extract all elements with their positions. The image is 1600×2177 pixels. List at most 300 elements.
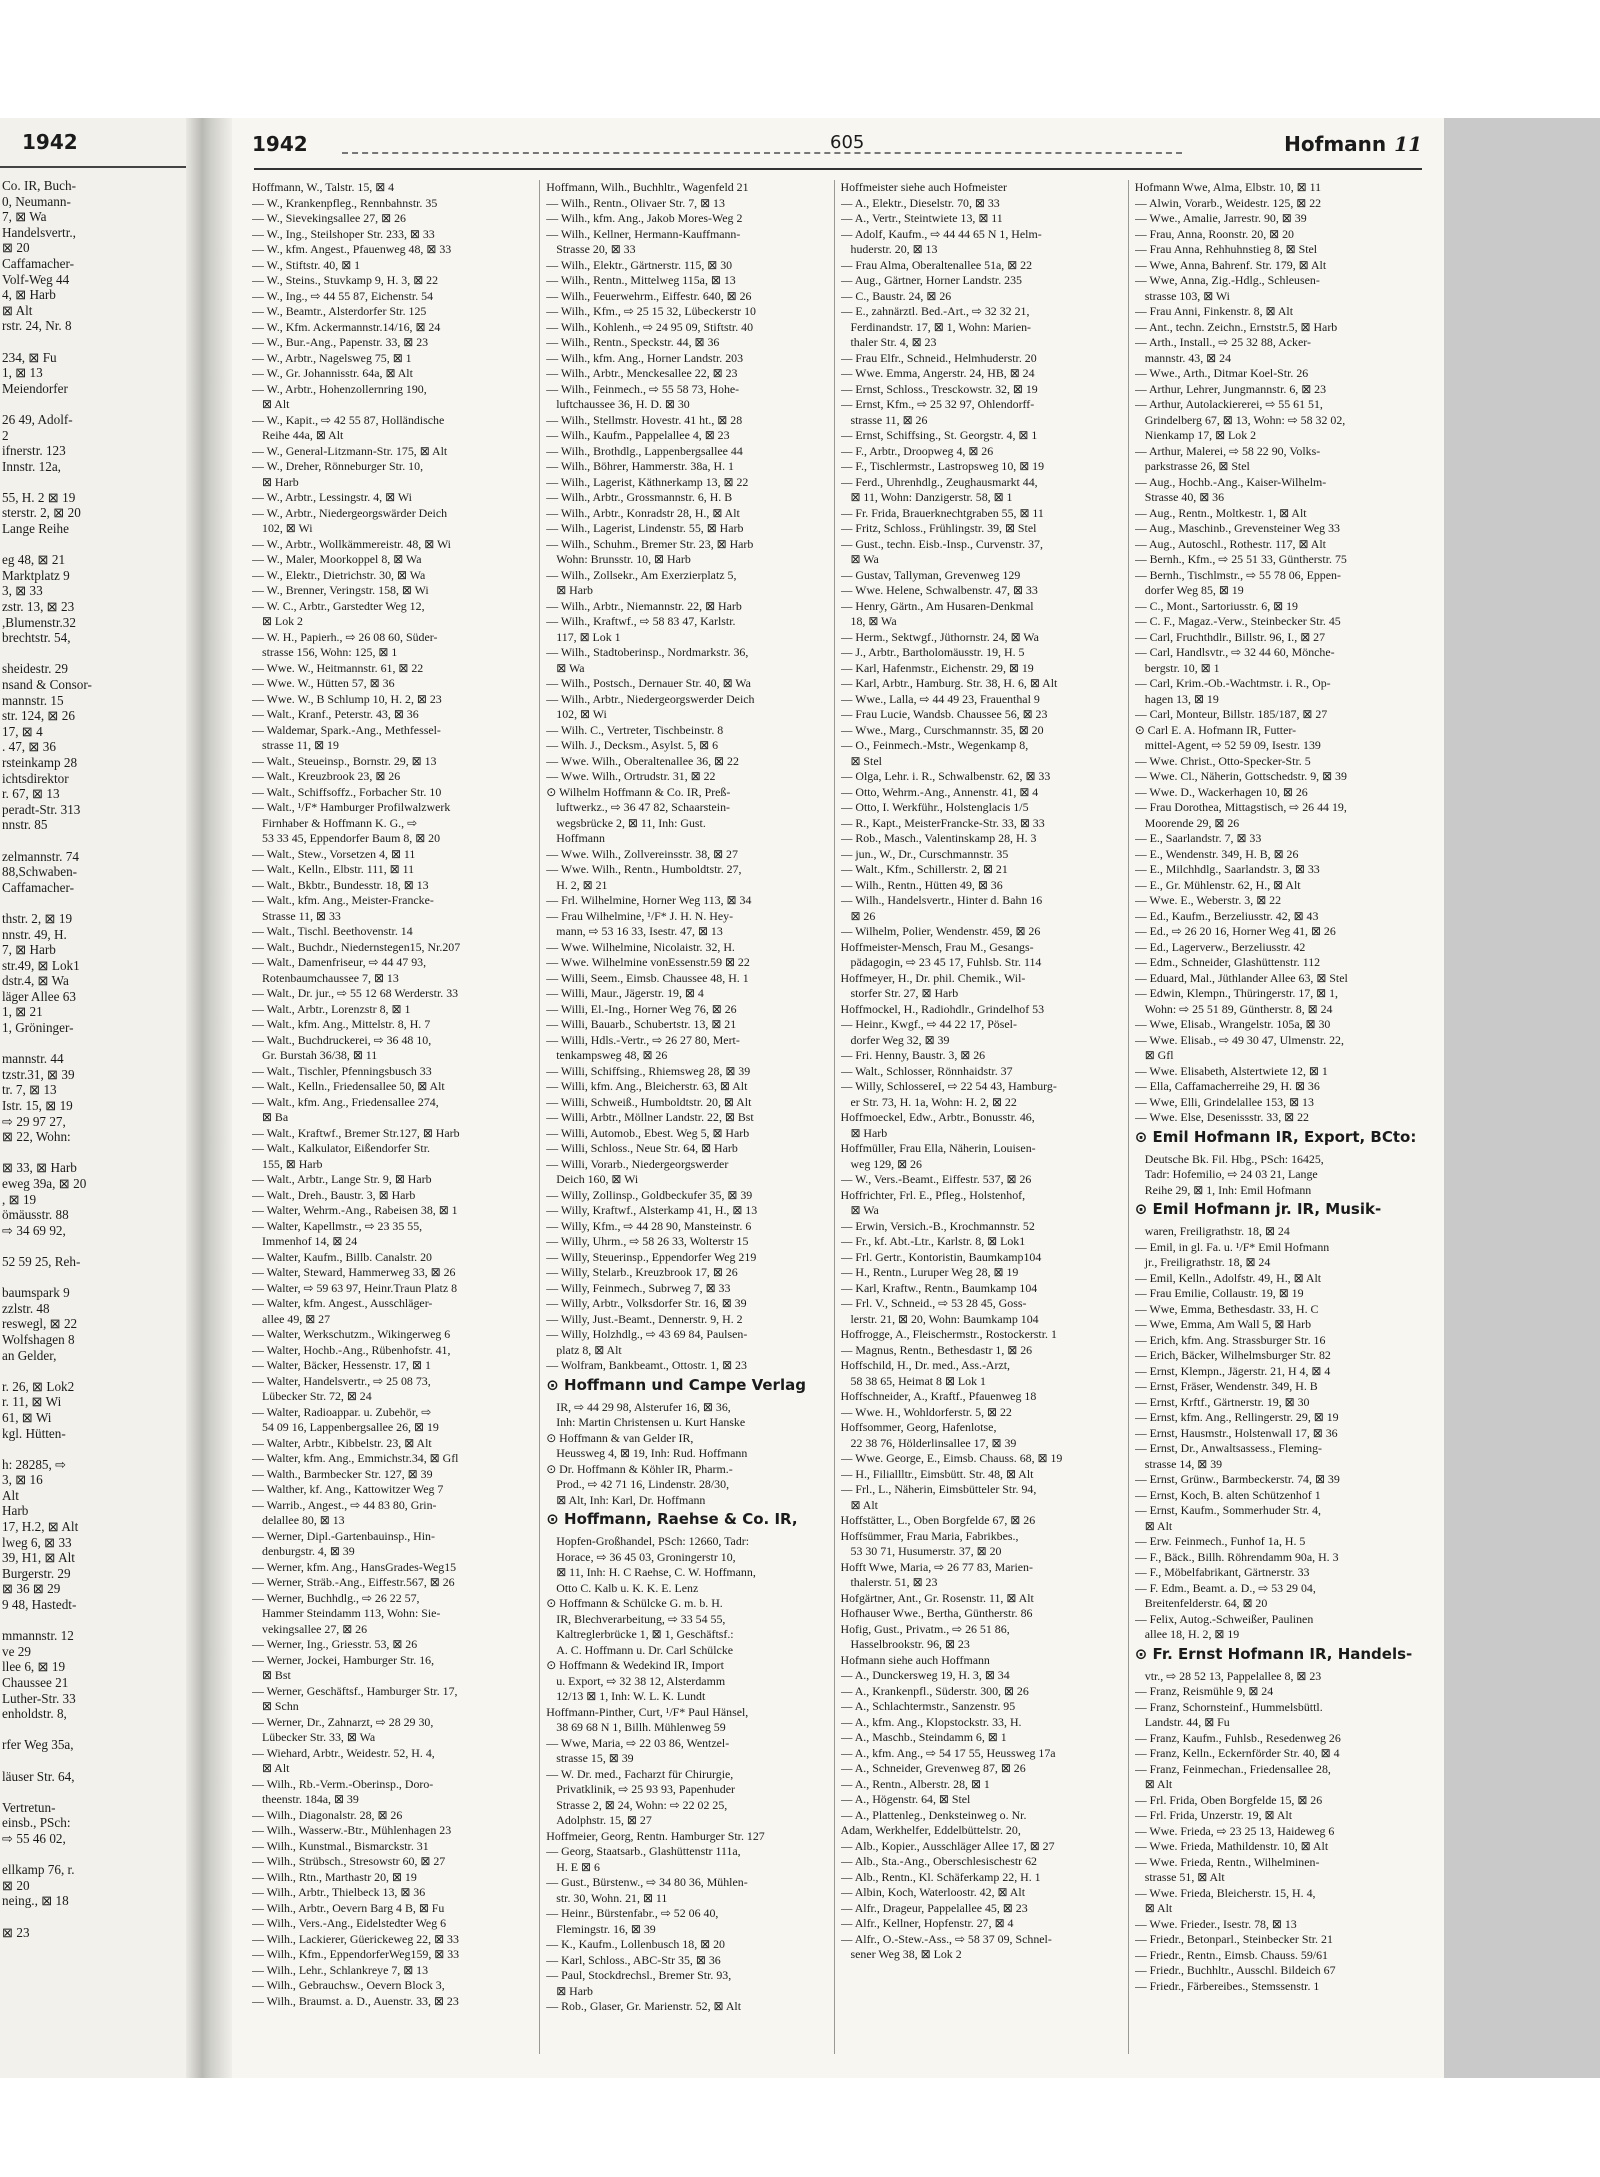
directory-entry: — Wwe. Helene, Schwalbenstr. 47, ⊠ 33 — [840, 583, 1038, 597]
directory-entry: — Wilh., Brothdlg., Lappenbergsallee 44 — [546, 443, 743, 458]
directory-entry: — Ernst, Dr., Anwaltsassess., Fleming- — [1134, 1441, 1323, 1455]
left-page-line: ⊠ 20 — [2, 1877, 30, 1893]
directory-entry: — Fr. Frida, Brauerknechtgraben 55, ⊠ 11 — [840, 505, 1044, 520]
directory-entry: — Willi, Schiffsing., Rhiemsweg 28, ⊠ 39 — [546, 1063, 751, 1078]
directory-entry: — Walt., Schiffsoffz., Forbacher Str. 10 — [252, 784, 442, 799]
directory-entry: ⊠ Gfl — [1144, 1048, 1174, 1062]
directory-entry: thalerstr. 51, ⊠ 23 — [850, 1575, 938, 1589]
left-page-line: 26 49, Adolf- — [2, 411, 73, 427]
directory-entry: mann, ⇨ 53 16 33, Isestr. 47, ⊠ 13 — [556, 924, 723, 938]
directory-entry: ⊠ Alt — [1144, 1777, 1173, 1791]
directory-entry: — Wwe. Elisab., ⇨ 49 30 47, Ulmenstr. 22, — [1134, 1032, 1344, 1047]
directory-entry: — Willy, Zollinsp., Goldbeckufer 35, ⊠ 39 — [546, 1187, 753, 1202]
left-page-line — [2, 895, 184, 911]
directory-entry: ⊠ Alt — [262, 397, 290, 411]
directory-entry: — Wwe. George, E., Eimsb. Chauss. 68, ⊠ 19 — [840, 1451, 1063, 1465]
left-page-line: 7, ⊠ Harb — [2, 942, 56, 958]
directory-entry: — Wilhelm, Polier, Wendenstr. 459, ⊠ 26 — [840, 924, 1041, 938]
directory-entry: — Wilh., Kraftwf., ⇨ 58 83 47, Karlstr. — [546, 614, 736, 628]
left-page-line: ⊠ 20 — [2, 240, 30, 256]
left-page-line: zelmannstr. 74 — [2, 848, 79, 864]
directory-entry: Hoffmann, Wilh., Buchhltr., Wagenfeld 21 — [546, 180, 749, 194]
directory-entry: ⊠ 26 — [850, 908, 876, 923]
directory-entry: vekingsallee 27, ⊠ 26 — [262, 1621, 368, 1636]
directory-entry: — Werner, Dipl.-Gartenbauinsp., Hin- — [252, 1528, 435, 1543]
directory-entry: — Wilh., Feinmech., ⇨ 55 58 73, Hohe- — [546, 381, 740, 396]
directory-entry: — Wilh., Vers.-Ang., Eidelstedter Weg 6 — [252, 1916, 447, 1930]
header-rule — [254, 168, 1422, 170]
directory-entry: ⊠ Wa — [850, 1203, 879, 1217]
bottom-margin — [0, 2078, 1600, 2177]
directory-entry: theenstr. 184a, ⊠ 39 — [262, 1792, 359, 1806]
directory-entry: Hoffmüller, Frau Ella, Näherin, Louisen- — [840, 1141, 1036, 1155]
directory-entry: — Fritz, Schloss., Frühlingstr. 39, ⊠ Stel — [840, 521, 1037, 535]
directory-entry: ⊠ Wa — [850, 552, 879, 566]
directory-entry: — Ed., ⇨ 26 20 16, Horner Weg 41, ⊠ 26 — [1134, 924, 1336, 938]
directory-entry: ⊙ Hoffmann & Schülcke G. m. b. H. — [546, 1596, 723, 1610]
left-page-line: 55, H. 2 ⊠ 19 — [2, 489, 76, 505]
left-page-line: baumspark 9 — [2, 1285, 70, 1301]
directory-entry: — Karl, Hafenmstr., Eichenstr. 29, ⊠ 19 — [840, 660, 1034, 675]
left-page-line: ellkamp 76, r. — [2, 1862, 75, 1878]
directory-entry: — Ernst, Schloss., Tresckowstr. 32, ⊠ 19 — [840, 381, 1038, 396]
directory-entry: — Willy, SchlossereI, ⇨ 22 54 43, Hamburg- — [840, 1079, 1057, 1093]
directory-entry: — Willy, Steuerinsp., Eppendorfer Weg 219 — [546, 1249, 757, 1264]
directory-entry: ⊠ Bst — [262, 1668, 291, 1682]
directory-entry: ⊙ Carl E. A. Hofmann IR, Futter- — [1134, 722, 1297, 737]
directory-entry: 155, ⊠ Harb — [262, 1156, 323, 1171]
directory-entry: tenkampsweg 48, ⊠ 26 — [556, 1048, 668, 1062]
left-page-line: 9 48, Hastedt- — [2, 1597, 77, 1613]
directory-entry: ⊠ 11, Inh: H. C Raehse, C. W. Hoffmann, — [556, 1565, 756, 1579]
left-page-line: einsb., PSch: — [2, 1815, 71, 1831]
left-page-line: reswegl, ⊠ 22 — [2, 1316, 78, 1332]
directory-entry: — Walt., Dreh., Baustr. 3, ⊠ Harb — [252, 1187, 416, 1202]
directory-entry: — Wilh., Stellmstr. Hovestr. 41 ht., ⊠ 28 — [546, 412, 743, 427]
directory-entry: 53 30 71, Husumerstr. 37, ⊠ 20 — [850, 1544, 1002, 1558]
directory-entry: IR, ⇨ 44 29 98, Alsterufer 16, ⊠ 36, — [556, 1399, 731, 1414]
left-page-line: dstr.4, ⊠ Wa — [2, 973, 69, 989]
directory-entry: — Frau Wilhelmine, ¹/F* J. H. N. Hey- — [546, 908, 734, 923]
directory-entry: ⊠ Harb — [556, 583, 593, 597]
directory-entry: — Gust., Bürstenw., ⇨ 34 80 36, Mühlen- — [546, 1875, 748, 1889]
left-page-line: 3, ⊠ 16 — [2, 1472, 43, 1488]
left-page-line: 2 — [2, 427, 9, 443]
directory-entry: — Frl. Frida, Oben Borgfelde 15, ⊠ 26 — [1134, 1792, 1323, 1807]
directory-entry: — W., Arbtr., Nagelsweg 75, ⊠ 1 — [252, 350, 412, 365]
directory-entry: — Wwe. W., Hütten 57, ⊠ 36 — [252, 676, 395, 690]
left-page-line: ⊠ Alt — [2, 302, 33, 318]
directory-entry: — Walter, Hochb.-Ang., Rübenhofstr. 41, — [252, 1342, 451, 1357]
directory-entry: Strasse 2, ⊠ 24, Wohn: ⇨ 22 02 25, — [556, 1797, 728, 1812]
left-page-line: eweg 39a, ⊠ 20 — [2, 1176, 87, 1191]
directory-entry: — Carl, Fruchthdlr., Billstr. 96, I., ⊠ 27 — [1134, 629, 1326, 644]
directory-entry: — Wwe. Wilh., Rentn., Humboldtstr. 27, — [546, 862, 742, 876]
left-page-line: mannstr. 44 — [2, 1051, 64, 1067]
directory-entry: parkstrasse 26, ⊠ Stel — [1144, 459, 1250, 473]
directory-entry: u. Export, ⇨ 32 38 12, Alsterdamm — [556, 1673, 726, 1688]
directory-page — [232, 118, 1444, 2078]
directory-entry: — O., Feinmech.-Mstr., Wegenkamp 8, — [840, 738, 1029, 752]
directory-entry: — K., Kaufm., Lollenbusch 18, ⊠ 20 — [546, 1937, 725, 1951]
directory-entry: — Wwe., Marg., Curschmannstr. 35, ⊠ 20 — [840, 722, 1044, 737]
directory-entry: — Frau Lucie, Wandsb. Chaussee 56, ⊠ 23 — [840, 707, 1048, 721]
directory-entry: — Felix, Autog.-Schweißer, Paulinen — [1134, 1611, 1314, 1626]
left-page-line: rstr. 24, Nr. 8 — [2, 318, 72, 334]
directory-entry: — A., Krankenpfl., Süderstr. 300, ⊠ 26 — [840, 1683, 1029, 1698]
directory-entry: — W., Stiftstr. 40, ⊠ 1 — [252, 257, 361, 272]
directory-entry: — Wwe. Frieda, Bleicherstr. 15, H. 4, — [1134, 1885, 1316, 1900]
directory-entry: — E., Gr. Mühlenstr. 62, H., ⊠ Alt — [1134, 877, 1301, 892]
directory-entry: pädagogin, ⇨ 23 45 17, Fuhlsb. Str. 114 — [850, 955, 1042, 969]
left-page-line: ⊠ 33, ⊠ Harb — [2, 1160, 77, 1176]
left-page-line: kgl. Hütten- — [2, 1425, 66, 1441]
header-section: 11 — [1394, 132, 1422, 156]
directory-entry: — Wilh., Lehr., Schlankreye 7, ⊠ 13 — [252, 1962, 429, 1977]
column-1 — [252, 180, 540, 2054]
directory-entry: Reihe 44a, ⊠ Alt — [262, 428, 344, 442]
directory-entry: — Wilh., Arbtr., Thielbeck 13, ⊠ 36 — [252, 1885, 426, 1899]
directory-entry: — Ernst, Krftf., Gärtnerstr. 19, ⊠ 30 — [1134, 1394, 1310, 1409]
left-page-line: str. 124, ⊠ 26 — [2, 708, 75, 724]
directory-entry: — Walter, ⇨ 59 63 97, Heinr.Traun Platz 8 — [252, 1280, 458, 1295]
directory-entry: Hofft Wwe, Maria, ⇨ 26 77 83, Marien- — [840, 1559, 1033, 1574]
directory-entry: — Friedr., Färbereibes., Stemssenstr. 1 — [1134, 1978, 1320, 1993]
directory-entry: — Wwe. D., Wackerhagen 10, ⊠ 26 — [1134, 784, 1308, 799]
directory-entry: — Wwe. Frieda, Mathildenstr. 10, ⊠ Alt — [1134, 1839, 1329, 1853]
directory-entry: — Karl, Schloss., ABC-Str 35, ⊠ 36 — [546, 1952, 721, 1967]
directory-entry: — Wilh., Stadtoberinsp., Nordmarkstr. 36, — [546, 645, 749, 659]
directory-entry: — Willi, Maur., Jägerstr. 19, ⊠ 4 — [546, 986, 704, 1000]
directory-entry: Hofig, Gust., Privatm., ⇨ 26 51 86, — [840, 1621, 1010, 1636]
directory-entry: — Wilh., Rentn., Hütten 49, ⊠ 36 — [840, 877, 1003, 892]
directory-entry: — W., Steins., Stuvkamp 9, H. 3, ⊠ 22 — [252, 273, 439, 287]
directory-entry: — Werner, Buchhdlg., ⇨ 26 22 57, — [252, 1590, 420, 1605]
directory-entry: — Wilh., Gebrauchsw., Oevern Block 3, — [252, 1978, 445, 1992]
directory-entry: — Ernst, Schiffsing., St. Georgstr. 4, ⊠ 1 — [840, 428, 1038, 442]
directory-entry: — Walt., Tischl. Beethovenstr. 14 — [252, 924, 413, 938]
directory-entry: — E., Wendenstr. 349, H. B, ⊠ 26 — [1134, 846, 1299, 861]
directory-entry: vtr., ⇨ 28 52 13, Pappelallee 8, ⊠ 23 — [1144, 1668, 1322, 1683]
directory-entry: Hopfen-Großhandel, PSch: 12660, Tadr: — [556, 1534, 750, 1548]
directory-entry: — W. H., Papierh., ⇨ 26 08 60, Süder- — [252, 629, 438, 644]
directory-entry: hagen 13, ⊠ 19 — [1144, 691, 1219, 706]
directory-entry: — Adolf, Kaufm., ⇨ 44 44 65 N 1, Helm- — [840, 226, 1042, 241]
directory-entry: allee 49, ⊠ 27 — [262, 1311, 331, 1326]
left-page-line: nsand & Consor- — [2, 677, 92, 692]
directory-entry: — W., Elektr., Dietrichstr. 30, ⊠ Wa — [252, 567, 426, 582]
directory-entry: — Erich, kfm. Ang. Strassburger Str. 16 — [1134, 1332, 1326, 1347]
directory-entry: — Wilh., kfm. Ang., Jakob Mores-Weg 2 — [546, 211, 743, 225]
directory-entry: — Wwe. Cl., Näherin, Gottschedstr. 9, ⊠ 39 — [1134, 769, 1347, 783]
left-page-line: ⇨ 34 69 92, — [2, 1222, 66, 1238]
directory-entry: Hoffsommer, Georg, Hafenlotse, — [840, 1420, 997, 1434]
directory-entry: — Walt., Arbtr., Lange Str. 9, ⊠ Harb — [252, 1172, 432, 1186]
directory-entry: ⊠ Schn — [262, 1699, 299, 1713]
directory-entry: — Wwe. Wilhelmine vonEssenstr.59 ⊠ 22 — [546, 955, 750, 969]
directory-entry: — Aug., Rentn., Moltkestr. 1, ⊠ Alt — [1134, 505, 1307, 520]
directory-entry: — Walter, Arbtr., Kibbelstr. 23, ⊠ Alt — [252, 1435, 432, 1450]
directory-entry: 102, ⊠ Wi — [556, 707, 607, 721]
directory-entry: — Walt., Schlosser, Rönnhaidstr. 37 — [840, 1063, 1013, 1078]
directory-entry: — Edm., Schneider, Glashüttenstr. 112 — [1134, 955, 1321, 969]
directory-entry: — Wwe., Lalla, ⇨ 44 49 23, Frauenthal 9 — [840, 691, 1040, 706]
directory-columns — [252, 180, 1422, 2054]
directory-entry: — Walt., Kelln., Elbstr. 111, ⊠ 11 — [252, 862, 415, 876]
directory-entry: — Wwe. Frieda, ⇨ 23 25 13, Haideweg 6 — [1134, 1823, 1335, 1838]
directory-entry: — Emil, in gl. Fa. u. ¹/F* Emil Hofmann — [1134, 1239, 1330, 1254]
directory-entry: — Wwe. Elisabeth, Alstertwiete 12, ⊠ 1 — [1134, 1063, 1328, 1078]
directory-entry: — Aug., Hochb.-Ang., Kaiser-Wilhelm- — [1134, 474, 1327, 489]
directory-entry: — Albin, Koch, Waterloostr. 42, ⊠ Alt — [840, 1885, 1025, 1899]
left-page-line: 4, ⊠ Harb — [2, 287, 56, 303]
directory-entry: — Frl. Frida, Unzerstr. 19, ⊠ Alt — [1134, 1808, 1293, 1822]
directory-entry: — J., Arbtr., Bartholomäusstr. 19, H. 5 — [840, 645, 1025, 659]
left-page-line: sterstr. 2, ⊠ 20 — [2, 505, 81, 521]
directory-entry: lerstr. 21, ⊠ 20, Wohn: Baumkamp 104 — [850, 1311, 1039, 1326]
directory-entry: Tadr: Hofemilio, ⇨ 24 03 21, Lange — [1144, 1167, 1318, 1181]
left-page-line: ichtsdirektor — [2, 770, 69, 786]
directory-entry: Hoffmann-Pinther, Curt, ¹/F* Paul Hänsel, — [546, 1704, 749, 1719]
directory-entry: — A., Rentn., Alberstr. 28, ⊠ 1 — [840, 1776, 990, 1791]
directory-entry: — A., Schneider, Grevenweg 87, ⊠ 26 — [840, 1761, 1026, 1775]
directory-entry: 54 09 16, Lappenbergsallee 26, ⊠ 19 — [262, 1420, 439, 1434]
left-page-line — [2, 1784, 184, 1800]
directory-entry: — Ant., techn. Zeichn., Ernststr.5, ⊠ Harb — [1134, 319, 1338, 334]
left-page-line: ,Blumenstr.32 — [2, 614, 76, 630]
directory-entry: — C. F., Magaz.-Verw., Steinbecker Str. 45 — [1134, 614, 1341, 628]
directory-entry: sener Weg 38, ⊠ Lok 2 — [850, 1947, 962, 1961]
directory-entry: ⊠ Harb — [262, 474, 299, 489]
directory-entry: — Wwe., Arth., Ditmar Koel-Str. 26 — [1134, 366, 1309, 380]
directory-entry: — W., Sievekingsallee 27, ⊠ 26 — [252, 211, 406, 225]
company-listing-heading: ⊙ Emil Hofmann jr. IR, Musik- — [1134, 1200, 1382, 1218]
directory-entry: — F., Möbelfabrikant, Gärtnerstr. 33 — [1134, 1565, 1310, 1579]
left-page-line — [2, 1363, 184, 1379]
left-page-line: läger Allee 63 — [2, 988, 76, 1004]
directory-entry: — Ernst, Kfm., ⇨ 25 32 97, Ohlendorff- — [840, 397, 1035, 411]
left-page-line: 1, ⊠ 13 — [2, 365, 43, 381]
left-page-line: Caffamacher- — [2, 879, 74, 895]
directory-entry: — Waldemar, Spark.-Ang., Methfessel- — [252, 722, 441, 737]
directory-entry: — W. Dr. med., Facharzt für Chirurgie, — [546, 1766, 734, 1781]
directory-entry: ⊠ Wa — [556, 660, 585, 675]
directory-entry: — Friedr., Rentn., Eimsb. Chauss. 59/61 — [1134, 1947, 1328, 1962]
directory-entry: ⊠ Lok 2 — [262, 614, 304, 628]
directory-entry: Inh: Martin Christensen u. Kurt Hanske — [556, 1415, 746, 1429]
directory-entry: ⊠ Alt — [1144, 1518, 1173, 1533]
column-2 — [546, 180, 834, 2054]
directory-entry: — E., zahnärztl. Bed.-Art., ⇨ 32 32 21, — [840, 304, 1030, 318]
directory-entry: Wohn: ⇨ 25 51 89, Güntherstr. 8, ⊠ 24 — [1144, 1001, 1333, 1016]
left-page-text — [2, 178, 184, 1940]
directory-entry: — A., Dunckersweg 19, H. 3, ⊠ 34 — [840, 1668, 1010, 1682]
directory-entry: — Wwe. W., Heitmannstr. 61, ⊠ 22 — [252, 660, 424, 675]
left-page-line — [2, 1270, 184, 1286]
directory-entry: Adolphstr. 15, ⊠ 27 — [556, 1813, 652, 1827]
directory-entry: — Wilh., Braumst. a. D., Auenstr. 33, ⊠ 23 — [252, 1993, 459, 2008]
directory-entry: — W., Arbtr., Wollkämmereistr. 48, ⊠ Wi — [252, 536, 451, 551]
directory-entry: — Wilh., Lagerist, Lindenstr. 55, ⊠ Harb — [546, 521, 744, 535]
directory-entry: — W. C., Arbtr., Garstedter Weg 12, — [252, 598, 425, 613]
directory-entry: — Henry, Gärtn., Am Husaren-Denkmal — [840, 598, 1034, 613]
directory-entry: — Willy, Feinmech., Subrweg 7, ⊠ 33 — [546, 1280, 731, 1295]
directory-entry: — Willi, Automob., Ebest. Weg 5, ⊠ Harb — [546, 1125, 750, 1140]
directory-entry: — Wwe, Maria, ⇨ 22 03 86, Wentzel- — [546, 1735, 730, 1750]
directory-entry: — Werner, Sträb.-Ang., Eiffestr.567, ⊠ 26 — [252, 1575, 455, 1589]
directory-entry: Privatklinik, ⇨ 25 93 93, Papenhuder — [556, 1782, 735, 1796]
left-page-line: Istr. 15, ⊠ 19 — [2, 1098, 73, 1114]
left-page-line — [2, 833, 184, 849]
directory-entry: — A., Vertr., Steintwiete 13, ⊠ 11 — [840, 211, 1003, 225]
directory-entry: ⊙ Dr. Hoffmann & Köhler IR, Pharm.- — [546, 1461, 733, 1476]
directory-entry: — Walt., Kfm., Schillerstr. 2, ⊠ 21 — [840, 862, 1008, 876]
directory-entry: — Emil, Kelln., Adolfstr. 49, H., ⊠ Alt — [1134, 1270, 1322, 1285]
directory-entry: — Wwe., Amalie, Jarrestr. 90, ⊠ 39 — [1134, 211, 1307, 225]
directory-entry: — Olga, Lehr. i. R., Schwalbenstr. 62, ⊠ 33 — [840, 769, 1051, 783]
directory-entry: — R., Kapt., MeisterFrancke-Str. 33, ⊠ 33 — [840, 815, 1045, 830]
directory-entry: — Willi, El.-Ing., Horner Weg 76, ⊠ 26 — [546, 1001, 737, 1016]
directory-entry: — Walt., Kalkulator, Eißendorfer Str. — [252, 1141, 430, 1155]
directory-entry: Hoffrogge, A., Fleischermstr., Rostockerstr. 1 — [840, 1327, 1057, 1341]
directory-entry: — Franz, Schornsteinf., Hummelsbüttl. — [1134, 1699, 1323, 1714]
left-page-line: Luther-Str. 33 — [2, 1690, 76, 1706]
left-page-line: 61, ⊠ Wi — [2, 1409, 52, 1425]
directory-entry: — Alfr., Kellner, Hopfenstr. 27, ⊠ 4 — [840, 1916, 1014, 1930]
directory-entry: — Willy, Kraftwf., Alsterkamp 41, H., ⊠ 13 — [546, 1203, 758, 1217]
directory-entry: — A., Plattenleg., Denksteinweg o. Nr. — [840, 1807, 1027, 1822]
directory-entry: — Willi, Hdls.-Vertr., ⇨ 26 27 80, Mert- — [546, 1032, 740, 1047]
directory-entry: — W., Vers.-Beamt., Eiffestr. 537, ⊠ 26 — [840, 1172, 1032, 1186]
directory-entry: — Wilh., Zollsekr., Am Exerzierplatz 5, — [546, 567, 737, 582]
directory-entry: — Fr., kf. Abt.-Ltr., Karlstr. 8, ⊠ Lok1 — [840, 1234, 1026, 1248]
left-page-line: Lange Reihe — [2, 521, 70, 537]
directory-entry: — Alb., Sta.-Ang., Oberschlesischestr 62 — [840, 1854, 1037, 1868]
left-page-line: 52 59 25, Reh- — [2, 1253, 81, 1269]
directory-entry: Adam, Werkhelfer, Eddelbüttelstr. 20, — [840, 1823, 1021, 1837]
directory-entry: — Wilh., Rentn., Speckstr. 44, ⊠ 36 — [546, 335, 720, 349]
directory-entry: mannstr. 43, ⊠ 24 — [1144, 350, 1232, 365]
directory-entry: Strasse 20, ⊠ 33 — [556, 242, 636, 256]
directory-entry: Hoffmoeckel, Edw., Arbtr., Bonusstr. 46, — [840, 1110, 1035, 1124]
directory-entry: — Erwin, Versich.-B., Krochmannstr. 52 — [840, 1218, 1035, 1233]
left-page-line: ⊠ 36 ⊠ 29 — [2, 1581, 61, 1597]
directory-entry: — Wwe, Anna, Bahrenf. Str. 179, ⊠ Alt — [1134, 257, 1327, 272]
directory-entry: — Otto, Wehrm.-Ang., Annenstr. 41, ⊠ 4 — [840, 784, 1039, 799]
directory-entry: — Wwe. Frieda, Rentn., Wilhelminen- — [1134, 1854, 1320, 1869]
directory-entry: — Ernst, Koch, B. alten Schützenhof 1 — [1134, 1487, 1321, 1502]
left-page-line: Alt — [2, 1487, 19, 1503]
left-page-line: ve 29 — [2, 1643, 31, 1659]
directory-entry: — Wilh., Postsch., Dernauer Str. 40, ⊠ Wa — [546, 676, 751, 690]
company-listing-heading: ⊙ Hoffmann, Raehse & Co. IR, — [546, 1510, 798, 1528]
directory-entry: — Wwe, Anna, Zig.-Hdlg., Schleusen- — [1134, 273, 1320, 287]
directory-entry: strasse 103, ⊠ Wi — [1144, 288, 1230, 303]
company-listing-heading: ⊙ Emil Hofmann IR, Export, BCto: — [1134, 1127, 1417, 1146]
left-page-line: eg 48, ⊠ 21 — [2, 552, 66, 568]
directory-entry: — Willy, Stelarb., Kreuzbrook 17, ⊠ 26 — [546, 1265, 738, 1279]
directory-entry: — A., Schlachtermstr., Sanzenstr. 95 — [840, 1699, 1016, 1713]
directory-entry: — Walt., Dr. jur., ⇨ 55 12 68 Werderstr. 33 — [252, 986, 459, 1000]
directory-entry: — Wilh., Arbtr., Oevern Barg 4 B, ⊠ Fu — [252, 1900, 445, 1915]
left-page-line — [2, 1847, 184, 1863]
directory-entry: — Willi, Vorarb., Niedergeorgswerder — [546, 1156, 729, 1171]
left-page-line: lweg 6, ⊠ 33 — [2, 1534, 72, 1550]
directory-entry: — Wwe. Frieder., Isestr. 78, ⊠ 13 — [1134, 1916, 1297, 1931]
directory-entry: — Wilh., Strübsch., Stresowstr 60, ⊠ 27 — [252, 1854, 446, 1868]
directory-entry: — Willy, Uhrm., ⇨ 58 26 33, Wolterstr 15 — [546, 1234, 749, 1248]
directory-entry: Hoffmockel, H., Radiohdlr., Grindelhof 53 — [840, 1001, 1045, 1016]
directory-entry: Flemingstr. 16, ⊠ 39 — [556, 1921, 656, 1936]
directory-entry: — Magnus, Rentn., Bethesdastr 1, ⊠ 26 — [840, 1342, 1033, 1357]
company-listing-heading: ⊙ Hoffmann und Campe Verlag — [546, 1375, 806, 1394]
left-page-line: nnstr. 49, H. — [2, 926, 67, 942]
directory-entry: — Wiehard, Arbtr., Weidestr. 52, H. 4, — [252, 1745, 435, 1760]
left-page-line: Harb — [2, 1503, 29, 1519]
left-page-line: 39, H1, ⊠ Alt — [2, 1550, 75, 1566]
left-page-rule — [0, 166, 186, 168]
directory-entry: — Wilh., Kfm., ⇨ 25 15 32, Lübeckerstr 10 — [546, 304, 756, 318]
directory-entry: — Wilh., Wasserw.-Btr., Mühlenhagen 23 — [252, 1823, 452, 1837]
directory-entry: Breitenfelderstr. 64, ⊠ 20 — [1144, 1596, 1268, 1610]
directory-entry: Hasselbrookstr. 96, ⊠ 23 — [850, 1637, 970, 1651]
directory-entry: — Carl, Krim.-Ob.-Wachtmstr. i. R., Op- — [1134, 676, 1331, 690]
directory-entry: — Frl. Wilhelmine, Horner Weg 113, ⊠ 34 — [546, 893, 752, 907]
directory-entry: — Frau Dorothea, Mittagstisch, ⇨ 26 44 19, — [1134, 800, 1347, 814]
directory-entry: — Werner, Geschäftsf., Hamburger Str. 17, — [252, 1683, 458, 1698]
directory-entry: waren, Freiligrathstr. 18, ⊠ 24 — [1144, 1224, 1290, 1238]
directory-entry: — Wwe, Emma, Am Wall 5, ⊠ Harb — [1134, 1317, 1312, 1331]
left-page-line — [2, 1145, 184, 1161]
directory-entry: — W., Beamtr., Alsterdorfer Str. 125 — [252, 304, 427, 318]
directory-entry: — Wilh., Rb.-Verm.-Oberinsp., Doro- — [252, 1776, 434, 1791]
directory-entry: — Wilh., Diagonalstr. 28, ⊠ 26 — [252, 1807, 403, 1822]
directory-entry: — Frau, Anna, Roonstr. 20, ⊠ 20 — [1134, 226, 1295, 241]
directory-entry: — Walt., Stew., Vorsetzen 4, ⊠ 11 — [252, 846, 416, 861]
directory-entry: Otto C. Kalb u. K. K. E. Lenz — [556, 1580, 699, 1595]
directory-entry: — Alfr., Drageur, Pappelallee 45, ⊠ 23 — [840, 1900, 1028, 1915]
directory-entry: — Walt., kfm. Ang., Mittelstr. 8, H. 7 — [252, 1017, 431, 1031]
directory-entry: — A., Maschb., Steindamm 6, ⊠ 1 — [840, 1730, 1007, 1744]
directory-entry: — Karl, Arbtr., Hamburg. Str. 38, H. 6, ⊠ Alt — [840, 676, 1058, 690]
left-page-line — [2, 537, 184, 553]
directory-entry: — Otto, I. Werkführ., Holstenglacis 1/5 — [840, 800, 1029, 814]
directory-entry: — Wilh., Kellner, Hermann-Kauffmann- — [546, 226, 741, 241]
directory-entry: Deich 160, ⊠ Wi — [556, 1172, 639, 1186]
directory-entry: — Heinr., Kwgf., ⇨ 44 22 17, Pösel- — [840, 1017, 1017, 1031]
directory-entry: — Walter, Wehrm.-Ang., Rabeisen 38, ⊠ 1 — [252, 1203, 458, 1217]
left-page-line: r. 67, ⊠ 13 — [2, 786, 60, 802]
directory-entry: — Willi, Schloss., Neue Str. 64, ⊠ Harb — [546, 1141, 738, 1155]
left-page-line: rfer Weg 35a, — [2, 1737, 74, 1753]
directory-entry: — Wilh., Elektr., Gärtnerstr. 115, ⊠ 30 — [546, 257, 733, 272]
directory-entry: — Ed., Kaufm., Berzeliusstr. 42, ⊠ 43 — [1134, 908, 1319, 923]
directory-entry: Hoffschild, H., Dr. med., Ass.-Arzt, — [840, 1358, 1011, 1372]
directory-entry: luftwerkz., ⇨ 36 47 82, Schaarstein- — [556, 800, 730, 814]
directory-entry: 12/13 ⊠ 1, Inh: W. L. K. Lundt — [556, 1689, 706, 1703]
left-page-year: 1942 — [22, 130, 78, 154]
directory-entry: Reihe 29, ⊠ 1, Inh: Emil Hofmann — [1144, 1182, 1312, 1197]
directory-entry: allee 18, H. 2, ⊠ 19 — [1144, 1627, 1240, 1641]
directory-entry: Hoffstätter, L., Oben Borgfelde 67, ⊠ 26 — [840, 1513, 1036, 1527]
directory-entry: — Ernst, Kaufm., Sommerhuder Str. 4, — [1134, 1503, 1322, 1517]
directory-entry: — Rob., Masch., Valentinskamp 28, H. 3 — [840, 831, 1037, 845]
directory-entry: ⊠ Harb — [850, 1125, 888, 1140]
directory-entry: — W., Ing., ⇨ 44 55 87, Eichenstr. 54 — [252, 288, 434, 303]
directory-entry: — Ed., Lagerverw., Berzeliusstr. 42 — [1134, 939, 1306, 954]
directory-entry: — F., Bäck., Billh. Röhrendamm 90a, H. 3 — [1134, 1549, 1339, 1564]
directory-entry: — Frl. Gertr., Kontoristin, Baumkamp104 — [840, 1249, 1042, 1264]
